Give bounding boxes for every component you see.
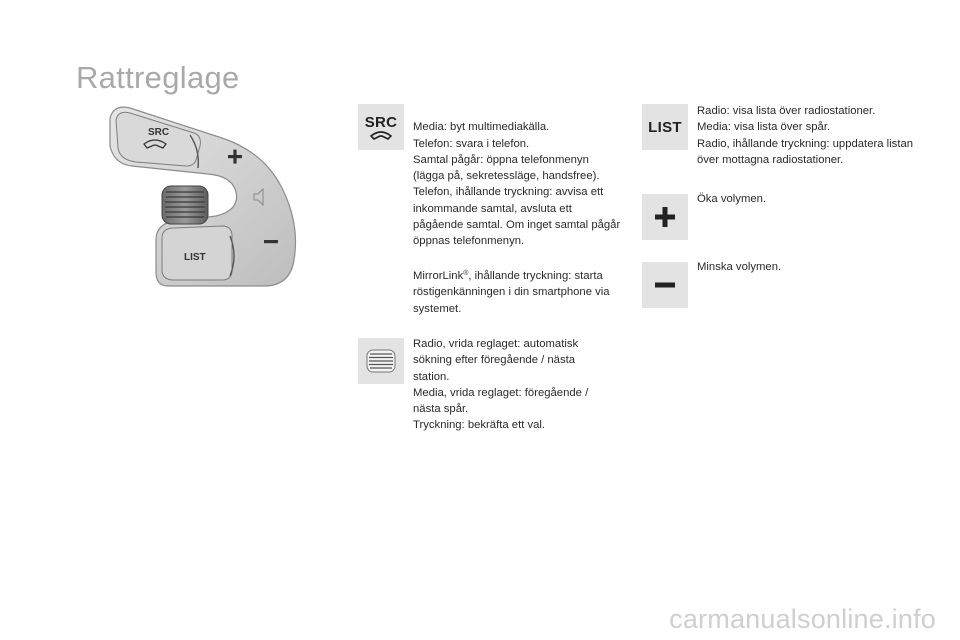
- minus-description: Minska volymen.: [697, 261, 782, 273]
- diagram-minus: [264, 240, 278, 243]
- plus-description: Öka volymen.: [697, 193, 767, 205]
- thumbwheel-icon: [358, 338, 404, 384]
- watermark: carmanualsonline.info: [669, 604, 936, 634]
- thumbwheel-description: Radio, vrida reglaget: automatisk sökning efter föregående / nästa station. Media, vrida reglaget: föregående / nästa spår. Tryckning: bekräfta ett val.: [413, 338, 589, 432]
- steering-controls-diagram: [104, 100, 324, 300]
- src-description: [413, 103, 623, 317]
- src-icon: [358, 104, 404, 150]
- plus-icon: [642, 194, 688, 240]
- registered-mark: ®: [463, 269, 469, 277]
- diagram-plus-v: [233, 150, 236, 164]
- list-icon: [642, 104, 688, 150]
- mirrorlink-text: MirrorLink: [413, 269, 464, 282]
- src-description-main: Media: byt multimediakälla. Telefon: svara i telefon. Samtal pågår: öppna telefonmenyn (lägga på, sekretessläge, handsfree). Telefon, ihållande tryckning: avvisa ett inkommande samtal, avsluta ett pågående samtal. Om inget samtal pågår öppnas telefonmenyn.: [413, 121, 621, 248]
- diagram-src-label: SRC: [148, 127, 170, 138]
- src-icon-label: SRC: [364, 113, 398, 131]
- list-description: Radio: visa lista över radiostationer. Media: visa lista över spår. Radio, ihållande tryckning: uppdatera listan över mottagna radiostationer.: [697, 105, 914, 166]
- minus-icon: [642, 262, 688, 308]
- page-title: Rattreglage: [76, 60, 240, 95]
- list-icon-label: LIST: [648, 118, 682, 136]
- mirrorlink-text-rest: , ihållande tryckning: starta röstigenkänningen i din smartphone via systemet.: [413, 269, 610, 315]
- diagram-list-label: LIST: [184, 252, 206, 263]
- phone-icon: [369, 130, 393, 140]
